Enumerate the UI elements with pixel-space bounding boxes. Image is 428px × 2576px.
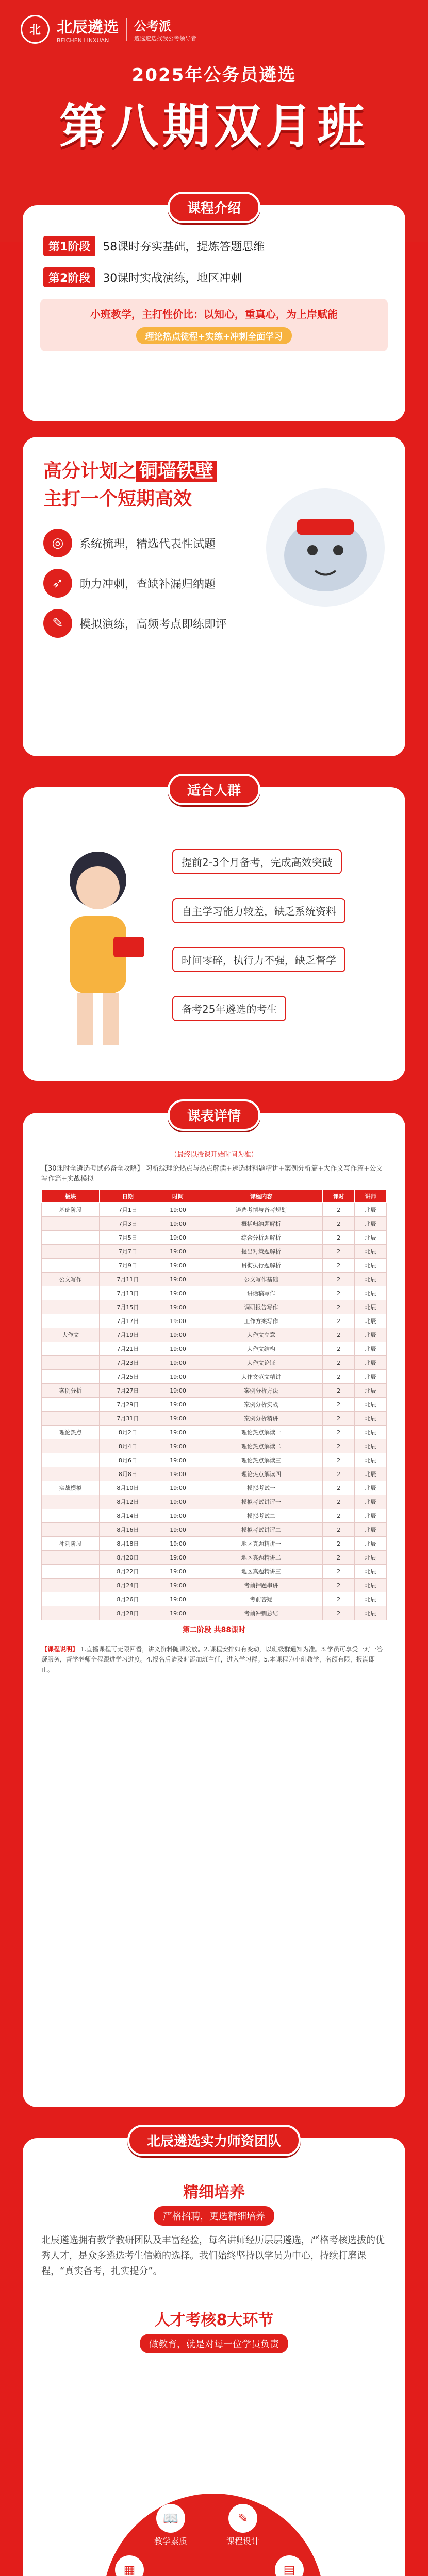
feature-3-text: 模拟演练，高频考点即练即评 (79, 618, 227, 631)
table-cell: 理论热点解读四 (200, 1467, 323, 1481)
schedule-col-2: 时间 (156, 1190, 200, 1203)
schedule-table (41, 1190, 387, 1620)
table-cell: 8月6日 (100, 1453, 156, 1467)
brand-divider (126, 18, 127, 41)
table-cell: 19:00 (156, 1509, 200, 1523)
table-cell: 北辰 (355, 1259, 387, 1273)
table-cell: 2 (323, 1606, 355, 1620)
table-cell: 19:00 (156, 1300, 200, 1314)
table-cell: 7月7日 (100, 1245, 156, 1259)
table-cell: 大作文结构 (200, 1342, 323, 1356)
table-cell: 北辰 (355, 1300, 387, 1314)
phase-2 (43, 267, 405, 287)
table-cell: 北辰 (355, 1370, 387, 1384)
table-cell: 理论热点解读二 (200, 1439, 323, 1453)
table-cell: 案例分析 (42, 1384, 100, 1398)
table-cell: 7月21日 (100, 1342, 156, 1356)
table-cell: 冲刺阶段 (42, 1537, 100, 1551)
table-cell: 8月24日 (100, 1579, 156, 1592)
feature-1-text: 系统梳理，精选代表性试题 (79, 537, 216, 551)
audience-item-1: 提前2-3个月备考，完成高效突破 (172, 849, 342, 874)
table-cell: 案例分析实战 (200, 1398, 323, 1412)
wheel-item-2: ✎ 课程设计 (226, 2504, 259, 2547)
table-row (42, 1273, 387, 1286)
schedule-card (23, 1109, 405, 2107)
table-cell: 基础阶段 (42, 1203, 100, 1217)
table-cell: 19:00 (156, 1356, 200, 1370)
table-row (42, 1592, 387, 1606)
phase-1-tag: 第1阶段 (43, 236, 95, 256)
table-cell: 2 (323, 1579, 355, 1592)
assessment-wheel (103, 2494, 324, 2576)
course-intro-card (23, 201, 405, 421)
table-row (42, 1342, 387, 1356)
table-cell: 北辰 (355, 1384, 387, 1398)
table-cell: 8月18日 (100, 1537, 156, 1551)
table-cell: 7月1日 (100, 1203, 156, 1217)
table-cell: 2 (323, 1384, 355, 1398)
table-cell (42, 1523, 100, 1537)
table-cell: 8月2日 (100, 1426, 156, 1439)
table-cell: 2 (323, 1370, 355, 1384)
mascot-illustration (266, 488, 385, 607)
table-cell (42, 1217, 100, 1231)
table-cell: 提出对策题解析 (200, 1245, 323, 1259)
table-cell: 19:00 (156, 1495, 200, 1509)
table-cell: 7月25日 (100, 1370, 156, 1384)
table-row (42, 1370, 387, 1384)
table-cell: 8月20日 (100, 1551, 156, 1565)
table-cell: 北辰 (355, 1398, 387, 1412)
table-cell (42, 1398, 100, 1412)
table-cell: 8月28日 (100, 1606, 156, 1620)
table-row (42, 1481, 387, 1495)
table-cell: 案例分析精讲 (200, 1412, 323, 1426)
table-cell: 7月27日 (100, 1384, 156, 1398)
table-cell: 地区真题精讲二 (200, 1551, 323, 1565)
table-cell: 7月3日 (100, 1217, 156, 1231)
table-cell: 19:00 (156, 1245, 200, 1259)
phase-2-desc: 30课时实战演练，地区冲刺 (103, 272, 242, 285)
table-cell: 7月31日 (100, 1412, 156, 1426)
table-cell: 19:00 (156, 1467, 200, 1481)
table-row (42, 1245, 387, 1259)
table-cell: 19:00 (156, 1551, 200, 1565)
table-cell: 19:00 (156, 1412, 200, 1426)
table-cell: 2 (323, 1273, 355, 1286)
table-cell: 8月16日 (100, 1523, 156, 1537)
tagline-badge: 理论热点徒程+实练+冲刺全面学习 (136, 327, 292, 344)
table-cell: 工作方案写作 (200, 1314, 323, 1328)
team-paragraph: 北辰遴选拥有教学教研团队及丰富经验，每名讲师经历层层遴选，严格考核选拔的优秀人才，是众多遴选考生信赖的选择。我们始终坚持以学员为中心，持续打磨课程，“真实备考，扎实提分”。 (41, 2235, 385, 2277)
table-cell: 北辰 (355, 1523, 387, 1537)
table-cell: 北辰 (355, 1565, 387, 1579)
team-subpill-2: 做教育，就是对每一位学员负责 (140, 2334, 288, 2353)
table-cell: 7月11日 (100, 1273, 156, 1286)
table-cell: 19:00 (156, 1398, 200, 1412)
table-row (42, 1523, 387, 1537)
brand-logo-icon: 北 (21, 15, 50, 44)
headline-1b: 铜墙铁壁 (136, 461, 217, 482)
table-row (42, 1412, 387, 1426)
table-cell: 19:00 (156, 1203, 200, 1217)
table-cell: 模拟考试二 (200, 1509, 323, 1523)
table-cell: 考前答疑 (200, 1592, 323, 1606)
wheel-item-8 (113, 2555, 146, 2576)
table-cell: 2 (323, 1439, 355, 1453)
table-cell: 北辰 (355, 1509, 387, 1523)
table-row (42, 1398, 387, 1412)
table-row (42, 1606, 387, 1620)
table-cell (42, 1259, 100, 1273)
table-row (42, 1259, 387, 1273)
table-cell: 8月14日 (100, 1509, 156, 1523)
table-cell (42, 1592, 100, 1606)
table-row (42, 1328, 387, 1342)
table-cell: 2 (323, 1537, 355, 1551)
table-cell: 大作文范文精讲 (200, 1370, 323, 1384)
table-cell: 调研报告写作 (200, 1300, 323, 1314)
app-name: 公考派 (134, 19, 171, 33)
mascot-icon (266, 488, 385, 607)
feature-3 (43, 609, 405, 638)
audience-card (23, 783, 405, 1081)
app-subtitle: 遴选遴选找我公考领导者 (134, 35, 196, 42)
table-cell: 19:00 (156, 1314, 200, 1328)
brand-name: 北辰遴选 (57, 19, 119, 37)
highlights-card (23, 437, 405, 756)
table-cell (42, 1439, 100, 1453)
section-pill-intro: 课程介绍 (168, 192, 260, 223)
table-cell: 北辰 (355, 1273, 387, 1286)
hero-year-line: 2025年公务员遴选 (131, 65, 297, 86)
table-cell: 北辰 (355, 1328, 387, 1342)
target-icon: ◎ (43, 529, 72, 557)
table-cell: 2 (323, 1398, 355, 1412)
table-cell: 模拟考试一 (200, 1481, 323, 1495)
table-cell: 大作文论证 (200, 1356, 323, 1370)
table-cell: 综合分析题解析 (200, 1231, 323, 1245)
table-cell (42, 1286, 100, 1300)
table-cell: 8月12日 (100, 1495, 156, 1509)
table-cell: 地区真题精讲三 (200, 1565, 323, 1579)
table-cell: 理论热点解读三 (200, 1453, 323, 1467)
table-cell: 7月23日 (100, 1356, 156, 1370)
table-row (42, 1537, 387, 1551)
schedule-total: 第二阶段 共88课时 (182, 1626, 246, 1634)
table-row (42, 1579, 387, 1592)
table-cell: 2 (323, 1453, 355, 1467)
course-notice-text: 1.直播课程可无限回看，讲义资料随课发放。2.课程安排如有变动，以班级群通知为准。3.学员可享受一对一答疑服务，督学老师全程跟进学习进度。4.报名后请及时添加班主任，进入学习群。5.本课程为小班教学，名额有限，报满即止。 (41, 1646, 383, 1673)
table-cell: 8月4日 (100, 1439, 156, 1453)
table-cell: 公文写作 (42, 1273, 100, 1286)
table-cell (42, 1356, 100, 1370)
hero-title: 第八期双月班 (59, 99, 369, 154)
headline-1 (23, 457, 405, 485)
table-cell: 2 (323, 1286, 355, 1300)
table-cell: 遴选考情与备考规划 (200, 1203, 323, 1217)
course-notice (41, 1644, 387, 1675)
table-row (42, 1356, 387, 1370)
headline-2: 主打一个短期高效 (43, 488, 192, 510)
audience-item-4: 备考25年遴选的考生 (172, 996, 286, 1021)
phase-1-desc: 58课时夯实基础，提炼答题思维 (103, 241, 265, 253)
table-row (42, 1467, 387, 1481)
table-cell: 19:00 (156, 1537, 200, 1551)
brand-bar (21, 14, 196, 44)
table-cell: 8月22日 (100, 1565, 156, 1579)
table-cell: 北辰 (355, 1453, 387, 1467)
phase-2-tag: 第2阶段 (43, 267, 95, 287)
course-notice-title: 【课程说明】 (41, 1646, 79, 1653)
table-row (42, 1565, 387, 1579)
phase-1 (43, 236, 405, 256)
table-cell: 19:00 (156, 1342, 200, 1356)
table-cell: 2 (323, 1342, 355, 1356)
table-row (42, 1314, 387, 1328)
table-cell: 北辰 (355, 1606, 387, 1620)
table-cell: 模拟考试讲评一 (200, 1495, 323, 1509)
table-cell: 理论热点解读一 (200, 1426, 323, 1439)
table-row (42, 1286, 387, 1300)
table-cell (42, 1245, 100, 1259)
wheel-item-3 (273, 2555, 306, 2576)
table-cell (42, 1300, 100, 1314)
table-row (42, 1509, 387, 1523)
table-cell: 19:00 (156, 1328, 200, 1342)
table-cell: 7月29日 (100, 1398, 156, 1412)
table-row (42, 1300, 387, 1314)
table-cell: 考前押题串讲 (200, 1579, 323, 1592)
table-cell: 北辰 (355, 1245, 387, 1259)
table-row (42, 1217, 387, 1231)
table-cell: 2 (323, 1328, 355, 1342)
table-cell (42, 1606, 100, 1620)
book-icon: 📖 (156, 2504, 185, 2533)
table-cell: 公文写作基础 (200, 1273, 323, 1286)
table-cell: 8月8日 (100, 1467, 156, 1481)
team-card (23, 2134, 405, 2576)
wheel-item-1: 📖 教学素质 (154, 2504, 187, 2547)
table-cell: 19:00 (156, 1606, 200, 1620)
schedule-caption: （最终以授课开始时间为准） (170, 1151, 258, 1159)
audience-item-2: 自主学习能力较差，缺乏系统资料 (172, 898, 345, 923)
table-cell: 7月5日 (100, 1231, 156, 1245)
team-subtitle-1: 精细培养 (183, 2183, 245, 2201)
table-cell: 北辰 (355, 1342, 387, 1356)
table-cell: 2 (323, 1426, 355, 1439)
table-cell: 北辰 (355, 1231, 387, 1245)
table-cell: 19:00 (156, 1273, 200, 1286)
section-pill-schedule: 课表详情 (168, 1099, 260, 1131)
table-cell: 19:00 (156, 1481, 200, 1495)
table-cell: 7月19日 (100, 1328, 156, 1342)
table-cell: 北辰 (355, 1579, 387, 1592)
table-row (42, 1495, 387, 1509)
table-cell: 2 (323, 1565, 355, 1579)
table-cell: 7月13日 (100, 1286, 156, 1300)
teaching-note-text: 小班教学，主打性价比：以知心，重真心，为上岸赋能 (90, 308, 338, 320)
table-cell (42, 1412, 100, 1426)
table-cell: 北辰 (355, 1481, 387, 1495)
table-cell: 19:00 (156, 1384, 200, 1398)
table-row (42, 1453, 387, 1467)
audience-item-3: 时间零碎，执行力不强，缺乏督学 (172, 947, 345, 972)
table-cell: 2 (323, 1467, 355, 1481)
table-cell: 2 (323, 1259, 355, 1273)
schedule-col-0: 板块 (42, 1190, 100, 1203)
table-cell: 北辰 (355, 1314, 387, 1328)
table-cell (42, 1551, 100, 1565)
box-icon: ▦ (115, 2555, 144, 2576)
table-cell: 2 (323, 1551, 355, 1565)
table-cell: 贯彻执行题解析 (200, 1259, 323, 1273)
rocket-icon: ➶ (43, 569, 72, 598)
table-cell (42, 1370, 100, 1384)
table-cell: 2 (323, 1412, 355, 1426)
schedule-desc: 【30课时全遴选考试必备全攻略】 习析综理论热点与热点解读+遴选材料题精讲+案例分析篇+大作文写作篇+公文写作篇+实战模拟 (41, 1165, 383, 1183)
chart-icon: ▤ (275, 2555, 304, 2576)
schedule-col-1: 日期 (100, 1190, 156, 1203)
headline-1a: 高分计划之 (43, 461, 137, 482)
table-cell: 19:00 (156, 1426, 200, 1439)
table-cell: 北辰 (355, 1592, 387, 1606)
table-cell (42, 1342, 100, 1356)
table-cell: 8月26日 (100, 1592, 156, 1606)
table-cell: 19:00 (156, 1231, 200, 1245)
table-cell: 大作文立意 (200, 1328, 323, 1342)
brand-subtitle: BEICHEN LINXUAN (57, 37, 109, 44)
student-icon (41, 834, 155, 1050)
team-subtitle-2: 人才考核8大环节 (154, 2311, 274, 2329)
table-cell: 模拟考试讲评二 (200, 1523, 323, 1537)
table-cell: 19:00 (156, 1592, 200, 1606)
table-cell: 19:00 (156, 1579, 200, 1592)
table-cell (42, 1565, 100, 1579)
table-row (42, 1551, 387, 1565)
table-cell: 案例分析方法 (200, 1384, 323, 1398)
table-cell: 2 (323, 1509, 355, 1523)
table-cell: 19:00 (156, 1439, 200, 1453)
table-row (42, 1231, 387, 1245)
table-cell: 北辰 (355, 1286, 387, 1300)
table-cell: 北辰 (355, 1412, 387, 1426)
table-cell: 概括归纳题解析 (200, 1217, 323, 1231)
table-row (42, 1439, 387, 1453)
schedule-col-3: 课程内容 (200, 1190, 323, 1203)
table-cell (42, 1509, 100, 1523)
table-cell: 考前冲刺总结 (200, 1606, 323, 1620)
table-cell: 理论热点 (42, 1426, 100, 1439)
section-pill-audience: 适合人群 (168, 774, 260, 805)
table-cell (42, 1495, 100, 1509)
table-cell (42, 1467, 100, 1481)
table-row (42, 1384, 387, 1398)
table-row (42, 1426, 387, 1439)
table-cell: 实战模拟 (42, 1481, 100, 1495)
table-cell (42, 1231, 100, 1245)
table-cell: 2 (323, 1481, 355, 1495)
schedule-col-5: 讲师 (355, 1190, 387, 1203)
table-cell: 8月10日 (100, 1481, 156, 1495)
pen-icon: ✎ (228, 2504, 257, 2533)
table-cell: 2 (323, 1300, 355, 1314)
table-cell: 2 (323, 1356, 355, 1370)
table-cell: 19:00 (156, 1523, 200, 1537)
team-subpill-1: 严格招聘，更选精细培养 (154, 2206, 274, 2226)
table-cell: 2 (323, 1314, 355, 1328)
table-cell: 2 (323, 1495, 355, 1509)
table-cell (42, 1579, 100, 1592)
table-cell: 19:00 (156, 1217, 200, 1231)
table-cell: 19:00 (156, 1565, 200, 1579)
table-cell: 2 (323, 1217, 355, 1231)
table-cell: 19:00 (156, 1370, 200, 1384)
table-cell: 北辰 (355, 1217, 387, 1231)
table-cell (42, 1314, 100, 1328)
table-cell: 北辰 (355, 1426, 387, 1439)
table-cell: 北辰 (355, 1203, 387, 1217)
table-cell: 19:00 (156, 1286, 200, 1300)
table-cell: 地区真题精讲一 (200, 1537, 323, 1551)
table-cell: 2 (323, 1245, 355, 1259)
table-cell: 北辰 (355, 1467, 387, 1481)
table-cell: 北辰 (355, 1495, 387, 1509)
table-row (42, 1203, 387, 1217)
teaching-note (40, 299, 388, 351)
table-cell: 7月9日 (100, 1259, 156, 1273)
schedule-header-row (42, 1190, 387, 1203)
table-cell: 大作文 (42, 1328, 100, 1342)
section-pill-team: 北辰遴选实力师资团队 (127, 2125, 301, 2156)
table-cell: 讲话稿写作 (200, 1286, 323, 1300)
student-illustration (41, 834, 155, 1050)
table-cell: 2 (323, 1592, 355, 1606)
table-cell: 2 (323, 1523, 355, 1537)
feature-2-text: 助力冲刺，查缺补漏归纳题 (79, 578, 216, 591)
table-cell: 19:00 (156, 1259, 200, 1273)
table-cell: 19:00 (156, 1453, 200, 1467)
table-cell: 7月15日 (100, 1300, 156, 1314)
table-cell: 北辰 (355, 1439, 387, 1453)
table-cell: 北辰 (355, 1356, 387, 1370)
exam-icon: ✎ (43, 609, 72, 638)
table-cell: 7月17日 (100, 1314, 156, 1328)
table-cell: 北辰 (355, 1537, 387, 1551)
table-cell: 2 (323, 1231, 355, 1245)
table-cell: 2 (323, 1203, 355, 1217)
schedule-col-4: 课时 (323, 1190, 355, 1203)
table-cell: 北辰 (355, 1551, 387, 1565)
table-cell (42, 1453, 100, 1467)
